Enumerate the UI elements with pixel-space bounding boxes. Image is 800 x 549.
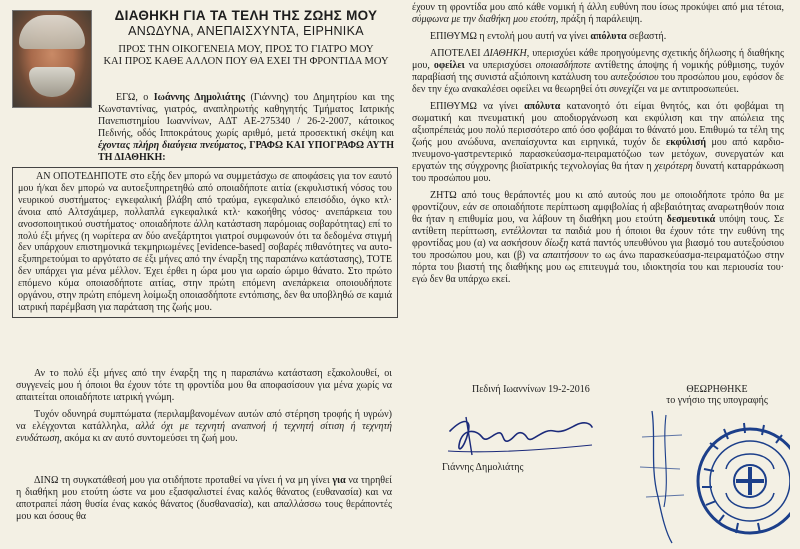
right-paragraph-5: ΖΗΤΩ από τους θεράποντές μου κι από αυτούς που με οποιοδήποτε τρόπο θα με φροντίζουν, εάν σε οποιαδήποτε περίπτωση αμφιβολίας ή αβεβαιότητας αναρωτηθούν ποια θα ήταν η επιθυμία μου, να λάβουν τη διαθήκη μου ετούτη δεσμευτικά υπόψη τους. Σε αντίθετη περίπτωση, εντέλλονται τα παιδιά μου ή όποιοι θα έχουν τότε την ευθύνη της φροντίδας μου (α) να ασκήσουν δίωξη κατά παντός υπευθύνου για βιασμό του αυτεξούσιου του προσώπου μου, και (β) να απαιτήσουν το ως άνω παρασκεύασμα-πειραματόζωο στην πόρτα του βιαστή της διαθήκης μου ως επιτευγμά του, ιδιοκτησία του και περιουσία του· εγώ δεν θα υπάρχω εκεί. <box>412 190 784 285</box>
right-paragraph-4: ΕΠΙΘΥΜΩ να γίνει απόλυτα κατανοητό ότι είμαι θνητός, και ότι φοβάμαι τη σωματική και πνευματική μου αποδιοργάνωση και εκφύλιση και την απώλεια της αξιοπρέπειάς μου πολύ περισσότερο από όσο φοβάμαι το θάνατό μου. Επιθυμώ τα τέλη της ζωής μου ανώδυνα, ανεπαίσχυντα και ειρηνικά, τυχόν δε εκφύλισή μου από καρδιο-πνευμονο-γαστρεντερικό παρασκεύασμα-πειραματόζωο των μετόχων, συνεργατών και εργατών της σύγχρονης βιοϊατρικής τεχνολογίας θα ήταν η χειρότερη δυνατή καταρράκωση του προσώπου μου. <box>412 101 784 184</box>
addressee-line: ΠΡΟΣ ΤΗΝ ΟΙΚΟΓΕΝΕΙΑ ΜΟΥ, ΠΡΟΣ ΤΟ ΓΙΑΤΡΟ ΜΟΥ <box>118 44 374 55</box>
certification <box>652 384 782 406</box>
conditions-paragraph: ΑΝ ΟΠΟΤΕΔΗΠΟΤΕ στο εξής δεν μπορώ να συμμετάσχω σε αποφάσεις για τον εαυτό μου ή/και δεν μπορώ να αυτοεξυπηρετηθώ από οποιαδήποτε αιτία (εκφυλιστική νόσος του νευρικού συστήματος· εγκεφαλική βλάβη από τραύμα, εγκεφαλικό επεισόδιο, όγκο κτλ· άνοια από Αλτσχάιμερ, πολλαπλά εγκεφαλικά κτλ· κακοήθης νόσος· ανεπάρκεια του ανοσοποιητικού συστήματος· οποιαδήποτε άλλη κατάσταση παρόμοιας σοβαρότητας) επί το πολύ έξι μήνες (η νωρίτερα αν δύο ανεξάρτητοι γιατροί συμφωνούν ότι τα δεδομένα στιγμή δεν υπάρχουν επιστημονικά τεκμηριωμένες [evidence-based] σοβαρές πιθανότητες να αυτο-εξυπηρετούμαι το αργότατο σε έξι μήνες από την έναρξη της παραπάνω κατάστασης), ΤΟΤΕ δεν υπάρχει για μένα μέλλον. Έχει έρθει η ώρα μου για ωραίο ώριμο θάνατο. Στο πρώτο επόμενο κύμα οποιασδήποτε αιτίας, στην πρώτη επόμενη ανεπάρκεια οποιουδήποτε οργάνου, στην πρώτη επόμενη λοίμωξη οποιασδήποτε εντόπισης, δεν θα υποβληθώ σε καμιά ιατρική παρέμβαση για παράταση της ζωής μου. <box>18 171 392 313</box>
official-seal <box>690 409 790 549</box>
author-photo <box>12 10 92 108</box>
left-paragraph-3: Τυχόν οδυνηρά συμπτώματα (περιλαμβανομένων αυτών από στέρηση τροφής ή υγρών) να ελέγχονται κατάλληλα, αλλά όχι με τεχνητή αναπνοή ή τεχνητή σίτιση ή τεχνητή ενυδάτωση, ακόμα κι αν αυτό συντομεύσει τη ζωή μου. <box>16 409 392 444</box>
handwritten-signature <box>442 411 602 461</box>
signer-name: Γιάννης Δημολιάτης <box>442 462 524 473</box>
right-column <box>412 2 784 291</box>
addressee-line: ΚΑΙ ΠΡΟΣ ΚΑΘΕ ΑΛΛΟΝ ΠΟΥ ΘΑ ΕΧΕΙ ΤΗ ΦΡΟΝΤΙΔΑ ΜΟΥ <box>103 56 389 67</box>
document-subtitle: ΑΝΩΔΥΝΑ, ΑΝΕΠΑΙΣΧΥΝΤΑ, ΕΙΡΗΝΙΚΑ <box>128 24 364 38</box>
left-paragraph-2: Αν το πολύ έξι μήνες από την έναρξη της η παραπάνω κατάσταση εξακολουθεί, οι συγγενείς μου ή όποιοι θα έχουν τότε τη φροντίδα μου θα αποφασίσουν για μένα χωρίς να απαιτείται οποιαδήποτε ιατρική γνώμη. <box>16 368 392 403</box>
certified-text: το γνήσιο της υπογραφής <box>666 395 768 406</box>
conditions-box <box>12 167 398 318</box>
author-name: Ιωάννης Δημολιάτης <box>153 92 246 103</box>
left-paragraph-4: ΔΙΝΩ τη συγκατάθεσή μου για οτιδήποτε προταθεί να γίνει ή να μη γίνει για να τηρηθεί η διαθήκη μου ετούτη ώστε να μου εξασφαλιστεί ένας καλός θάνατος (ευθανασία) και να αποτραπεί πάση θυσία ένας κακός θάνατος (δυσθανασία), και απαλλάσσω τους θεράποντές μου και όσους θα <box>16 475 392 522</box>
right-paragraph-1: έχουν τη φροντίδα μου από κάθε νομική ή άλλη ευθύνη που ίσως προκύψει από μια τέτοια, σύμφωνα με την διαθήκη μου ετούτη, πράξη ή παράλειψη. <box>412 2 784 25</box>
right-paragraph-3: ΑΠΟΤΕΛΕΙ ΔΙΑΘΗΚΗ, υπερισχύει κάθε προηγούμενης σχετικής δήλωσης ή διαθήκης μου, οφείλει να υπερισχύσει οποιασδήποτε αντίθετης άποψης ή νομικής ρύθμισης, τυχόν παραβίασή της συνιστά αξιόποινη κατάλυση του αυτεξούσιου του προσώπου μου, εφόσον δε δεν την έχω ανακαλέσει οφείλει να θεωρηθεί ότι συνεχίζει να με αντιπροσωπεύει. <box>412 48 784 95</box>
place-date: Πεδινή Ιωαννίνων 19-2-2016 <box>472 384 590 395</box>
document-header <box>98 8 394 68</box>
signature-area <box>412 381 784 549</box>
document-title: ΔΙΑΘΗΚΗ ΓΙΑ ΤΑ ΤΕΛΗ ΤΗΣ ΖΩΗΣ ΜΟΥ <box>114 8 378 23</box>
addressee <box>98 44 394 68</box>
right-paragraph-2: ΕΠΙΘΥΜΩ η εντολή μου αυτή να γίνει απόλυτα σεβαστή. <box>430 31 667 42</box>
intro-paragraph: ΕΓΩ, ο Ιωάννης Δημολιάτης (Γιάννης) του Δημητρίου και της Κωνσταντίνας, γιατρός, αναπληρωτής καθηγητής Τμήματος Ιατρικής Πανεπιστημίου Ιωαννίνων, ΑΔΤ ΑΕ-275340 / 26-2-2007, κάτοικος Πεδινής, οδός Ιπποκράτους χωρίς αριθμό, μετά προσεκτική σκέψη και έχοντας πλήρη διαύγεια πνεύματος, ΓΡΑΦΩ ΚΑΙ ΥΠΟΓΡΑΦΩ ΑΥΤΗ ΤΗ ΔΙΑΘΗΚΗ: <box>98 92 395 163</box>
certified-title: ΘΕΩΡΗΘΗΚΕ <box>686 384 748 395</box>
